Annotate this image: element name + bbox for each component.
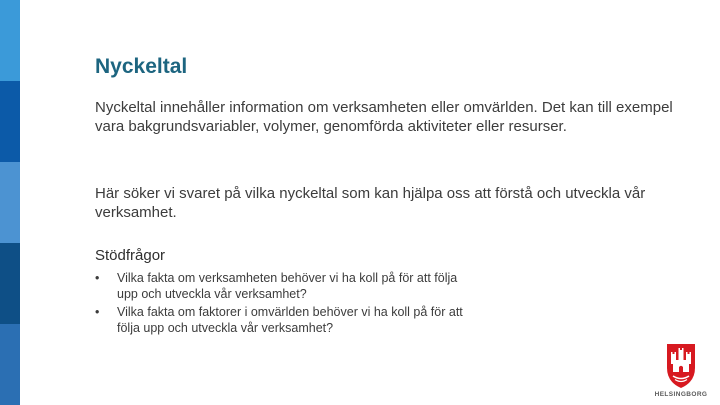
purpose-paragraph: Här söker vi svaret på vilka nyckeltal som kan hjälpa oss att förstå och utveckla vår verksamhet. — [95, 185, 646, 221]
bullet-marker: • — [95, 305, 100, 319]
bullet-marker: • — [95, 271, 100, 285]
support-questions-heading: Stödfrågor — [95, 247, 166, 264]
city-shield-icon — [653, 340, 709, 390]
left-accent-bar — [0, 0, 20, 405]
intro-paragraph: Nyckeltal innehåller information om verksamheten eller omvärlden. Det kan till exempel vara bakgrundsvariabler, volymer, genomförda aktiviteter eller resurser. — [95, 99, 673, 135]
accent-band-5 — [0, 324, 20, 405]
question-text: Vilka fakta om faktorer i omvärlden behöver vi ha koll på för att följa upp och utveckla vår verksamhet? — [117, 305, 463, 335]
list-item — [95, 304, 515, 336]
accent-band-4 — [0, 243, 20, 324]
support-questions-list — [95, 270, 515, 338]
list-item — [95, 270, 515, 302]
helsingborg-logo — [653, 340, 709, 402]
logo-wordmark: HELSINGBORG — [654, 391, 708, 398]
accent-band-1 — [0, 0, 20, 81]
slide-title: Nyckeltal — [95, 55, 188, 78]
accent-band-3 — [0, 162, 20, 243]
question-text: Vilka fakta om verksamheten behöver vi ha koll på för att följa upp och utveckla vår verksamhet? — [117, 271, 458, 301]
accent-band-2 — [0, 81, 20, 162]
